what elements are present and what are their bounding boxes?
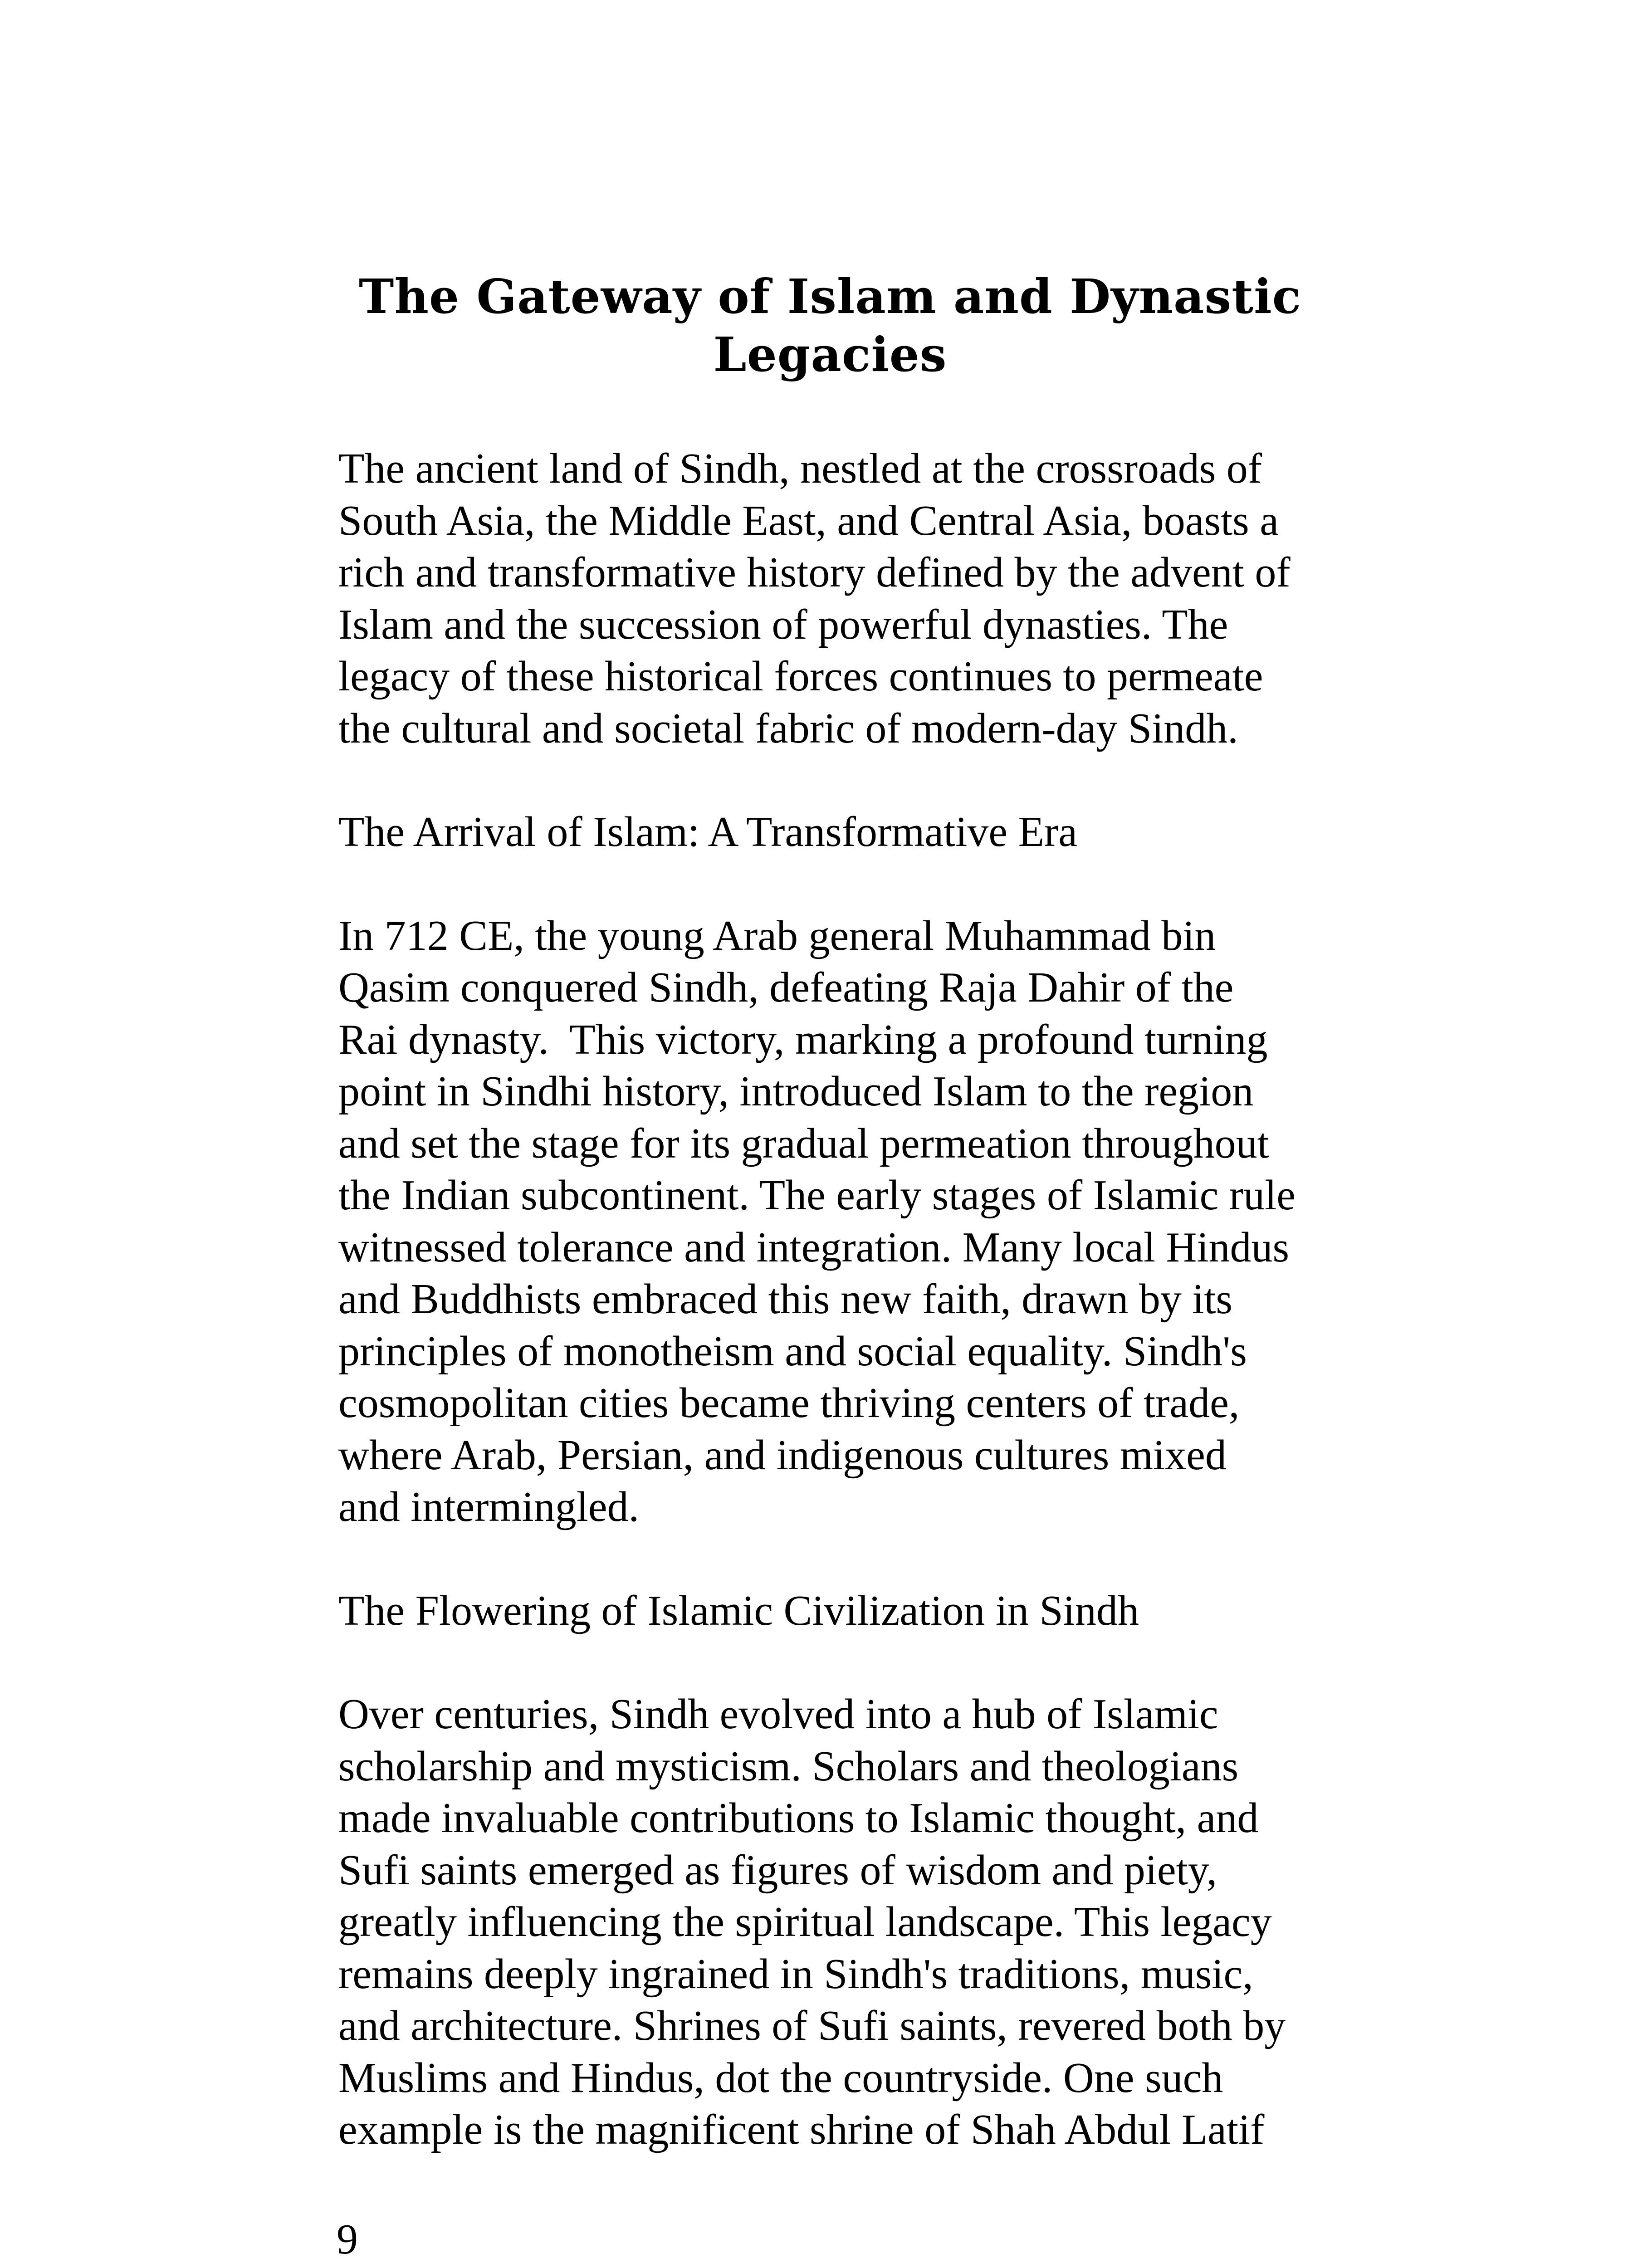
text-line: cosmopolitan cities became thriving centers of trade,: [338, 1379, 1240, 1427]
text-line: Muslims and Hindus, dot the countryside. One such: [338, 2054, 1223, 2102]
text-line: and architecture. Shrines of Sufi saints, revered both by: [338, 2002, 1286, 2049]
text-line: and set the stage for its gradual permeation throughout: [338, 1119, 1269, 1167]
chapter-title-line-1: The Gateway of Islam and Dynastic: [359, 269, 1301, 324]
text-line: greatly influencing the spiritual landscape. This legacy: [338, 1898, 1272, 1945]
body-text: [338, 443, 1364, 2156]
text-line: remains deeply ingrained in Sindh's traditions, music,: [338, 1950, 1253, 1998]
text-line: made invaluable contributions to Islamic thought, and: [338, 1794, 1259, 1842]
flowering-paragraph: [338, 1688, 1364, 2156]
page-number: 9: [337, 2216, 358, 2263]
text-line: example is the magnificent shrine of Shah Abdul Latif: [338, 2106, 1265, 2153]
text-line: In 712 CE, the young Arab general Muhammad bin: [338, 912, 1216, 959]
text-line: and intermingled.: [338, 1483, 640, 1530]
section-heading-flowering: The Flowering of Islamic Civilization in Sindh: [338, 1587, 1139, 1634]
text-line: witnessed tolerance and integration. Many local Hindus: [338, 1223, 1290, 1271]
arrival-paragraph: [338, 910, 1364, 1533]
text-line: South Asia, the Middle East, and Central Asia, boasts a: [338, 497, 1279, 544]
text-line: where Arab, Persian, and indigenous cultures mixed: [338, 1431, 1227, 1479]
text-line: The ancient land of Sindh, nestled at the crossroads of: [338, 445, 1262, 492]
text-line: rich and transformative history defined by the advent of: [338, 549, 1291, 596]
text-line: the cultural and societal fabric of modern-day Sindh.: [338, 704, 1238, 752]
text-line: Rai dynasty. This victory, marking a profound turning: [338, 1016, 1268, 1063]
section-heading-arrival-of-islam: The Arrival of Islam: A Transformative Era: [338, 808, 1078, 855]
text-line: Over centuries, Sindh evolved into a hub of Islamic: [338, 1691, 1218, 1738]
intro-paragraph: [338, 443, 1364, 754]
text-line: the Indian subcontinent. The early stages of Islamic rule: [338, 1172, 1296, 1219]
text-line: scholarship and mysticism. Scholars and theologians: [338, 1742, 1239, 1790]
text-line: Sufi saints emerged as figures of wisdom and piety,: [338, 1846, 1217, 1894]
chapter-title-line-2: Legacies: [713, 327, 947, 382]
text-line: and Buddhists embraced this new faith, drawn by its: [338, 1276, 1233, 1323]
text-line: principles of monotheism and social equality. Sindh's: [338, 1327, 1247, 1375]
text-line: point in Sindhi history, introduced Islam to the region: [338, 1068, 1254, 1115]
text-line: legacy of these historical forces continues to permeate: [338, 653, 1263, 700]
text-line: Qasim conquered Sindh, defeating Raja Dahir of the: [338, 964, 1234, 1011]
text-line: Islam and the succession of powerful dynasties. The: [338, 601, 1228, 648]
chapter-title: [345, 268, 1315, 384]
